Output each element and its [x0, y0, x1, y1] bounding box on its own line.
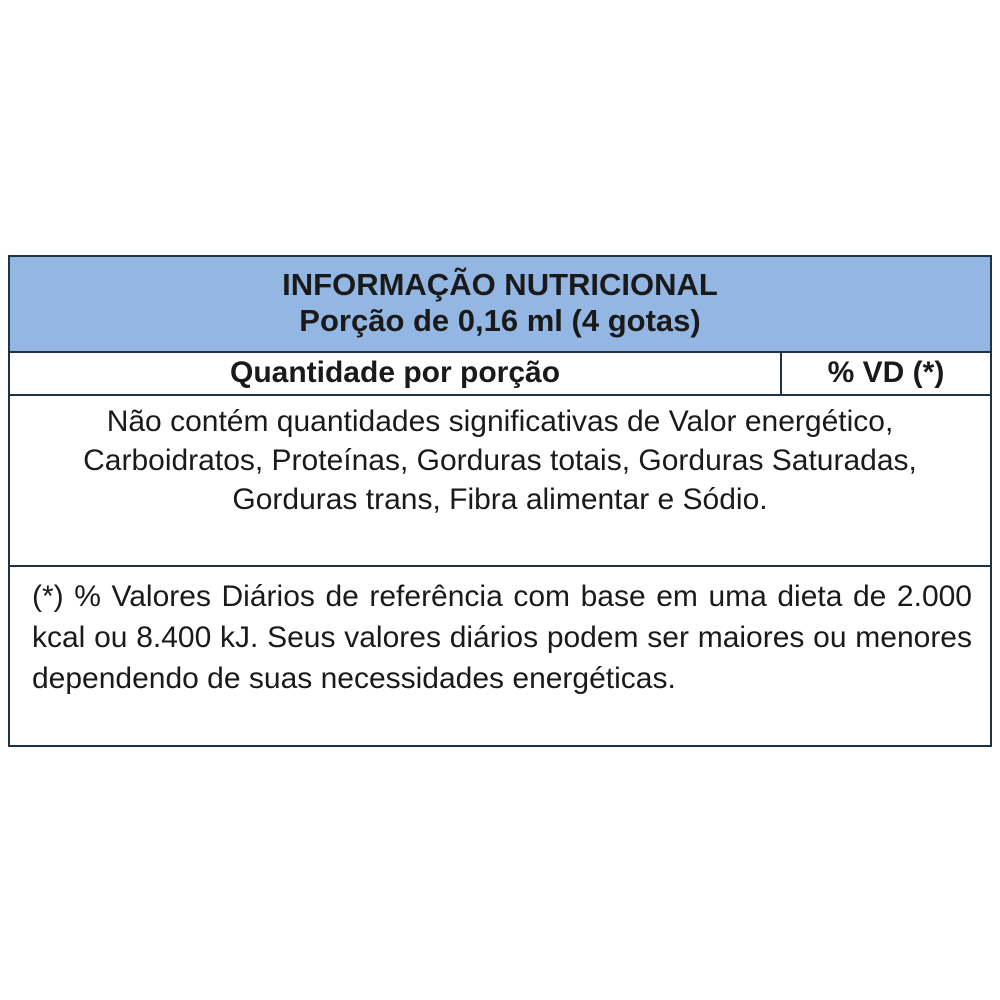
- nutrition-facts-table: [8, 255, 992, 747]
- table-title: INFORMAÇÃO NUTRICIONAL: [282, 267, 718, 302]
- table-header: [10, 257, 990, 353]
- nutrient-statement: Não contém quantidades significativas de Valor energético, Carboidratos, Proteínas, Gorduras totais, Gorduras Saturadas, Gorduras trans, Fibra alimentar e Sódio.: [10, 396, 990, 567]
- serving-size: Porção de 0,16 ml (4 gotas): [299, 303, 701, 338]
- daily-value-column-header: % VD (*): [827, 356, 945, 389]
- column-header-row: [10, 353, 990, 396]
- daily-value-footnote: (*) % Valores Diários de referência com base em uma dieta de 2.000 kcal ou 8.400 kJ. Seus valores diários podem ser maiores ou menores dependendo de suas necessidades energéticas.: [32, 580, 972, 695]
- quantity-column-header: Quantidade por porção: [10, 353, 782, 394]
